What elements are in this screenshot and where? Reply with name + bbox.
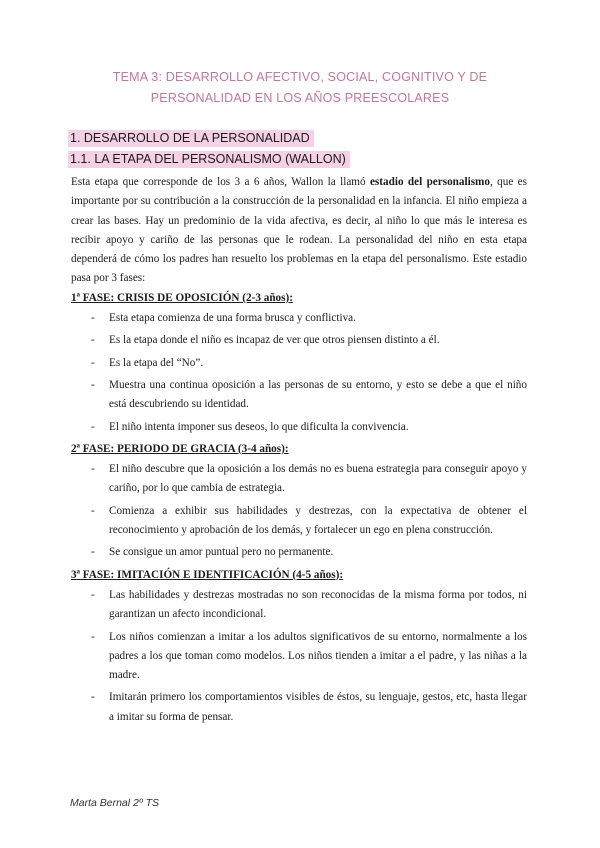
intro-paragraph: Esta etapa que corresponde de los 3 a 6 años, Wallon la llamó estadio del personalismo, que es importante por su contribución a la construcción de la personalidad en la infancia. El niño empieza a crear las bases. Hay un predominio de la vida afectiva, es decir, al niño lo que más le interesa es recibir apoyo y cariño de las personas que le rodean. La personalidad del niño en esta etapa dependerá de cómo los padres han resuelto los problemas en la etapa del personalismo. Este estadio pasa por 3 fases: — [71, 176, 527, 285]
list-item: - Imitarán primero los comportamientos visibles de éstos, su lenguaje, gestos, etc, hasta llegar a imitar su forma de pensar. — [71, 688, 527, 727]
list-item: - Se consigue un amor puntual pero no permanente. — [71, 543, 527, 562]
list-item: - Es la etapa del “No”. — [71, 354, 527, 373]
list-item: - Muestra una continua oposición a las personas de su entorno, y esto se debe a que el niño está descubriendo su identidad. — [71, 376, 527, 415]
document-body — [71, 173, 527, 730]
phase-1-list — [71, 309, 527, 437]
phase-2-list — [71, 460, 527, 562]
list-item: - Es la etapa donde el niño es incapaz de ver que otros piensen distinto a él. — [71, 331, 527, 350]
list-item: - Los niños comienzan a imitar a los adultos significativos de su entorno, normalmente a los padres a los que toman como modelos. Los niños tienden a imitar a el padre, y las niñas a la madre. — [71, 628, 527, 686]
phase-3-list — [71, 586, 527, 727]
list-item: - Comienza a exhibir sus habilidades y destrezas, con la expectativa de obtener el reconocimiento y aprobación de los demás, y fortalecer un ego en plena construcción. — [71, 502, 527, 541]
title-line-2: PERSONALIDAD EN LOS AÑOS PREESCOLARES — [150, 91, 450, 105]
intro-bold-term: estadio del personalismo — [369, 176, 490, 188]
section-heading: 1. DESARROLLO DE LA PERSONALIDAD — [68, 130, 314, 147]
list-item: - El niño descubre que la oposición a los demás no es buena estrategia para conseguir apoyo y cariño, por lo que cambia de estrategia. — [71, 460, 527, 499]
list-item: - Las habilidades y destrezas mostradas no son reconocidas de la misma forma por todos, ni garantizan un afecto incondicional. — [71, 586, 527, 625]
subsection-heading: 1.1. LA ETAPA DEL PERSONALISMO (WALLON) — [68, 151, 350, 168]
phase-1-heading: 1ª FASE: CRISIS DE OPOSICIÓN (2-3 años): — [71, 291, 293, 304]
list-item: - Esta etapa comienza de una forma brusca y conflictiva. — [71, 309, 527, 328]
phase-2-heading: 2ª FASE: PERIODO DE GRACIA (3-4 años): — [71, 442, 289, 455]
list-item: - El niño intenta imponer sus deseos, lo que dificulta la convivencia. — [71, 418, 527, 437]
phase-3-heading: 3ª FASE: IMITACIÓN E IDENTIFICACIÓN (4-5 años): — [71, 568, 344, 581]
document-title — [60, 67, 540, 109]
footer-author: Marta Bernal 2º TS — [70, 797, 160, 809]
title-line-1: TEMA 3: DESARROLLO AFECTIVO, SOCIAL, COGNITIVO Y DE — [112, 70, 488, 84]
